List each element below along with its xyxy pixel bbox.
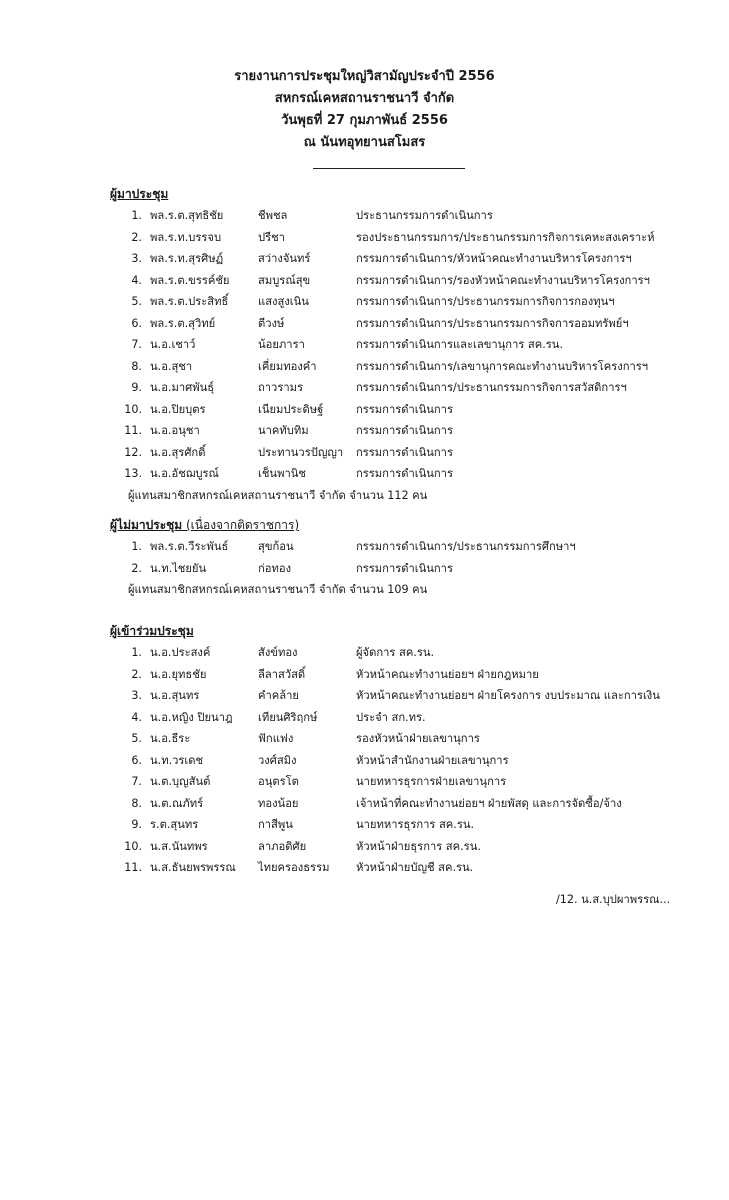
person-position: หัวหน้าคณะทำงานย่อยฯ ฝ่ายกฎหมาย: [356, 667, 539, 681]
person-position: กรรมการดำเนินการ: [356, 445, 453, 459]
person-position: กรรมการดำเนินการ/ประธานกรรมการกิจการออมทรัพย์ฯ: [356, 316, 629, 330]
person-position: หัวหน้าฝ่ายบัญชี สค.รน.: [356, 861, 474, 874]
list-item: [110, 313, 629, 335]
list-item: [110, 291, 615, 313]
person-name: พล.ร.ต.สุทธิชัย: [150, 209, 224, 222]
person-surname: ตีวงษ์: [258, 316, 285, 330]
document-header: [0, 66, 729, 154]
person-surname: เทียนศิริฤกษ์: [258, 710, 318, 724]
header-divider: [313, 168, 465, 169]
person-name: น.อ.สุนทร: [150, 689, 200, 702]
list-item: [110, 793, 622, 815]
item-number: 12.: [124, 445, 142, 459]
absent-summary: ผู้แทนสมาชิกสหกรณ์เคหสถานราชนาวี จำกัด จำนวน 109 คน: [128, 583, 428, 596]
item-number: 1.: [131, 209, 142, 222]
person-name: น.ส.นันทพร: [150, 839, 208, 853]
person-position: เจ้าหน้าที่คณะทำงานย่อยฯ ฝ่ายพัสดุ และการจัดซื้อ/จ้าง: [356, 796, 622, 810]
person-surname: เช็นพานิช: [258, 467, 306, 480]
present-list: [110, 205, 655, 485]
person-name: น.ต.บุญสันต์: [150, 775, 211, 788]
list-item: [110, 728, 480, 750]
person-surname: สว่างจันทร์: [258, 252, 311, 265]
person-name: ร.ต.สุนทร: [150, 818, 199, 831]
meeting-venue: ณ นันทอุทยานสโมสร: [303, 135, 426, 150]
list-item: [110, 463, 453, 485]
item-number: 9.: [131, 818, 142, 831]
person-surname: เนียมประดิษฐ์: [258, 402, 324, 416]
attendees-heading: ผู้เข้าร่วมประชุม: [110, 624, 194, 638]
person-surname: ลาภอดิศัย: [258, 839, 307, 853]
list-item: [110, 771, 507, 793]
list-item: [110, 664, 539, 686]
person-position: กรรมการดำเนินการ/รองหัวหน้าคณะทำงานบริหารโครงการฯ: [356, 273, 650, 287]
person-position: รองประธานกรรมการ/ประธานกรรมการกิจการเคหะสงเคราะห์: [356, 230, 655, 244]
item-number: 3.: [131, 689, 142, 702]
item-number: 5.: [131, 732, 142, 745]
continuation-note: /12. น.ส.บุปผาพรรณ...: [556, 893, 671, 906]
person-name: พล.ร.ท.บรรจบ: [150, 230, 222, 244]
item-number: 7.: [131, 775, 142, 788]
item-number: 8.: [131, 796, 142, 810]
absent-heading-text: ผู้ไม่มาประชุม: [110, 518, 183, 532]
absent-list: [110, 536, 576, 579]
person-surname: เคี่ยมทองคำ: [258, 359, 317, 373]
person-name: น.อ.ยุทธชัย: [150, 667, 207, 681]
item-number: 8.: [131, 359, 142, 373]
person-surname: แสงสูงเนิน: [258, 295, 309, 308]
person-position: กรรมการดำเนินการ/ประธานกรรมการศึกษาฯ: [356, 540, 576, 553]
person-surname: กาสีพูน: [258, 818, 293, 831]
list-item: [110, 857, 474, 879]
list-item: [110, 205, 493, 227]
person-surname: ทองน้อย: [258, 796, 299, 810]
person-name: น.อ.ธีระ: [150, 732, 191, 745]
item-number: 6.: [131, 753, 142, 767]
person-position: กรรมการดำเนินการ: [356, 561, 453, 575]
list-item: [110, 558, 453, 580]
item-number: 4.: [131, 710, 142, 724]
item-number: 6.: [131, 316, 142, 330]
item-number: 4.: [131, 273, 142, 287]
person-name: น.ท.ไชยยัน: [150, 561, 207, 575]
list-item: [110, 836, 481, 858]
list-item: [110, 377, 627, 399]
blank-page-area: [0, 982, 729, 1200]
person-position: นายทหารธุรการ สค.รน.: [356, 818, 475, 831]
item-number: 3.: [131, 252, 142, 265]
person-name: พล.ร.ท.สุรศิษฏ์: [150, 252, 224, 265]
person-position: นายทหารธุรการฝ่ายเลขานุการ: [356, 775, 507, 788]
person-position: กรรมการดำเนินการ/เลขานุการคณะทำงานบริหารโครงการฯ: [356, 359, 649, 373]
person-position: กรรมการดำเนินการและเลขานุการ สค.รน.: [356, 338, 563, 351]
person-name: น.อ.ประสงค์: [150, 646, 211, 659]
person-surname: วงศ์สมิง: [258, 753, 297, 767]
item-number: 10.: [124, 839, 142, 853]
item-number: 11.: [124, 861, 142, 874]
person-surname: ชีพชล: [258, 209, 288, 222]
person-name: น.อ.สุชา: [150, 359, 193, 373]
item-number: 2.: [131, 561, 142, 575]
person-position: ประธานกรรมการดำเนินการ: [356, 209, 493, 222]
person-name: น.ต.ณภัทร์: [150, 796, 204, 810]
present-summary: ผู้แทนสมาชิกสหกรณ์เคหสถานราชนาวี จำกัด จำนวน 112 คน: [128, 488, 428, 502]
person-surname: ฟักแฟง: [258, 732, 294, 745]
absent-heading: [110, 514, 427, 536]
list-item: [110, 399, 453, 421]
person-surname: นาคทับทิม: [258, 424, 309, 437]
list-item: [110, 334, 563, 356]
person-position: หัวหน้าคณะทำงานย่อยฯ ฝ่ายโครงการ งบประมาณ และการเงิน: [356, 689, 660, 702]
person-name: พล.ร.ต.สุวิทย์: [150, 316, 216, 330]
present-section: [110, 183, 655, 506]
list-item: [110, 356, 649, 378]
person-position: รองหัวหน้าฝ่ายเลขานุการ: [356, 732, 480, 745]
person-surname: สมบูรณ์สุข: [258, 273, 311, 287]
item-number: 1.: [131, 540, 142, 553]
meeting-date: วันพุธที่ 27 กุมภาพันธ์ 2556: [281, 113, 448, 128]
item-number: 2.: [131, 230, 142, 244]
person-position: กรรมการดำเนินการ: [356, 402, 453, 416]
person-name: พล.ร.ต.วีระพันธ์: [150, 540, 229, 553]
list-item: [110, 248, 632, 270]
item-number: 10.: [124, 402, 142, 416]
list-item: [110, 814, 475, 836]
person-name: น.อ.อนุชา: [150, 424, 200, 437]
absent-section: [110, 514, 576, 600]
person-surname: น้อยภารา: [258, 338, 305, 351]
present-heading: ผู้มาประชุม: [110, 187, 169, 201]
person-position: กรรมการดำเนินการ: [356, 424, 453, 437]
person-surname: ปรีชา: [258, 230, 285, 244]
list-item: [110, 642, 435, 664]
person-position: หัวหน้าฝ่ายธุรการ สค.รน.: [356, 839, 481, 853]
person-surname: อนุตรโต: [258, 775, 299, 788]
person-name: น.อ.เชาว์: [150, 338, 196, 351]
person-position: หัวหน้าสำนักงานฝ่ายเลขานุการ: [356, 753, 509, 767]
item-number: 13.: [124, 467, 142, 480]
list-item: [110, 442, 453, 464]
item-number: 11.: [124, 424, 142, 437]
item-number: 2.: [131, 667, 142, 681]
list-item: [110, 685, 660, 707]
person-surname: ถาวรามร: [258, 381, 304, 394]
item-number: 7.: [131, 338, 142, 351]
person-position: ผู้จัดการ สค.รน.: [356, 646, 435, 659]
person-surname: ไทยครองธรรม: [258, 861, 330, 874]
person-position: กรรมการดำเนินการ: [356, 467, 453, 480]
list-item: [110, 420, 453, 442]
person-surname: คำคล้าย: [258, 689, 299, 702]
list-item: [110, 536, 576, 558]
attendees-list: [110, 642, 660, 879]
person-position: ประจำ สก.ทร.: [356, 710, 426, 724]
person-surname: ก่อทอง: [258, 561, 292, 575]
list-item: [110, 750, 509, 772]
attendees-section: [110, 620, 660, 879]
person-surname: ลีลาสวัสดิ์: [258, 667, 306, 681]
person-name: น.ท.วรเดช: [150, 753, 204, 767]
absent-heading-note: (เนื่องจากติดราชการ): [182, 518, 300, 532]
person-surname: สังข์ทอง: [258, 646, 298, 659]
list-item: [110, 270, 650, 292]
person-surname: สุขก้อน: [258, 540, 294, 553]
person-position: กรรมการดำเนินการ/หัวหน้าคณะทำงานบริหารโครงการฯ: [356, 252, 632, 265]
person-name: น.อ.สุรศักดิ์: [150, 445, 206, 459]
person-name: พล.ร.ต.ประสิทธิ์: [150, 295, 229, 308]
person-name: น.อ.อัชฌบูรณ์: [150, 467, 219, 480]
item-number: 5.: [131, 295, 142, 308]
person-position: กรรมการดำเนินการ/ประธานกรรมการกิจการกองทุนฯ: [356, 295, 615, 308]
person-name: น.อ.ปิยบุตร: [150, 402, 206, 416]
item-number: 9.: [131, 381, 142, 394]
person-surname: ประทานวรปัญญา: [258, 445, 344, 459]
person-position: กรรมการดำเนินการ/ประธานกรรมการกิจการสวัสดิการฯ: [356, 381, 627, 394]
person-name: น.อ.หญิง ปิยนาฎ: [150, 710, 233, 724]
list-item: [110, 227, 655, 249]
list-item: [110, 707, 426, 729]
report-title: รายงานการประชุมใหญ่วิสามัญประจำปี 2556: [234, 69, 495, 84]
person-name: พล.ร.ต.ขรรค์ชัย: [150, 273, 230, 287]
person-name: น.ส.ธันยพรพรรณ: [150, 861, 236, 874]
person-name: น.อ.มาศพันธุ์: [150, 381, 215, 394]
item-number: 1.: [131, 646, 142, 659]
cooperative-name: สหกรณ์เคหสถานราชนาวี จำกัด: [274, 91, 455, 106]
